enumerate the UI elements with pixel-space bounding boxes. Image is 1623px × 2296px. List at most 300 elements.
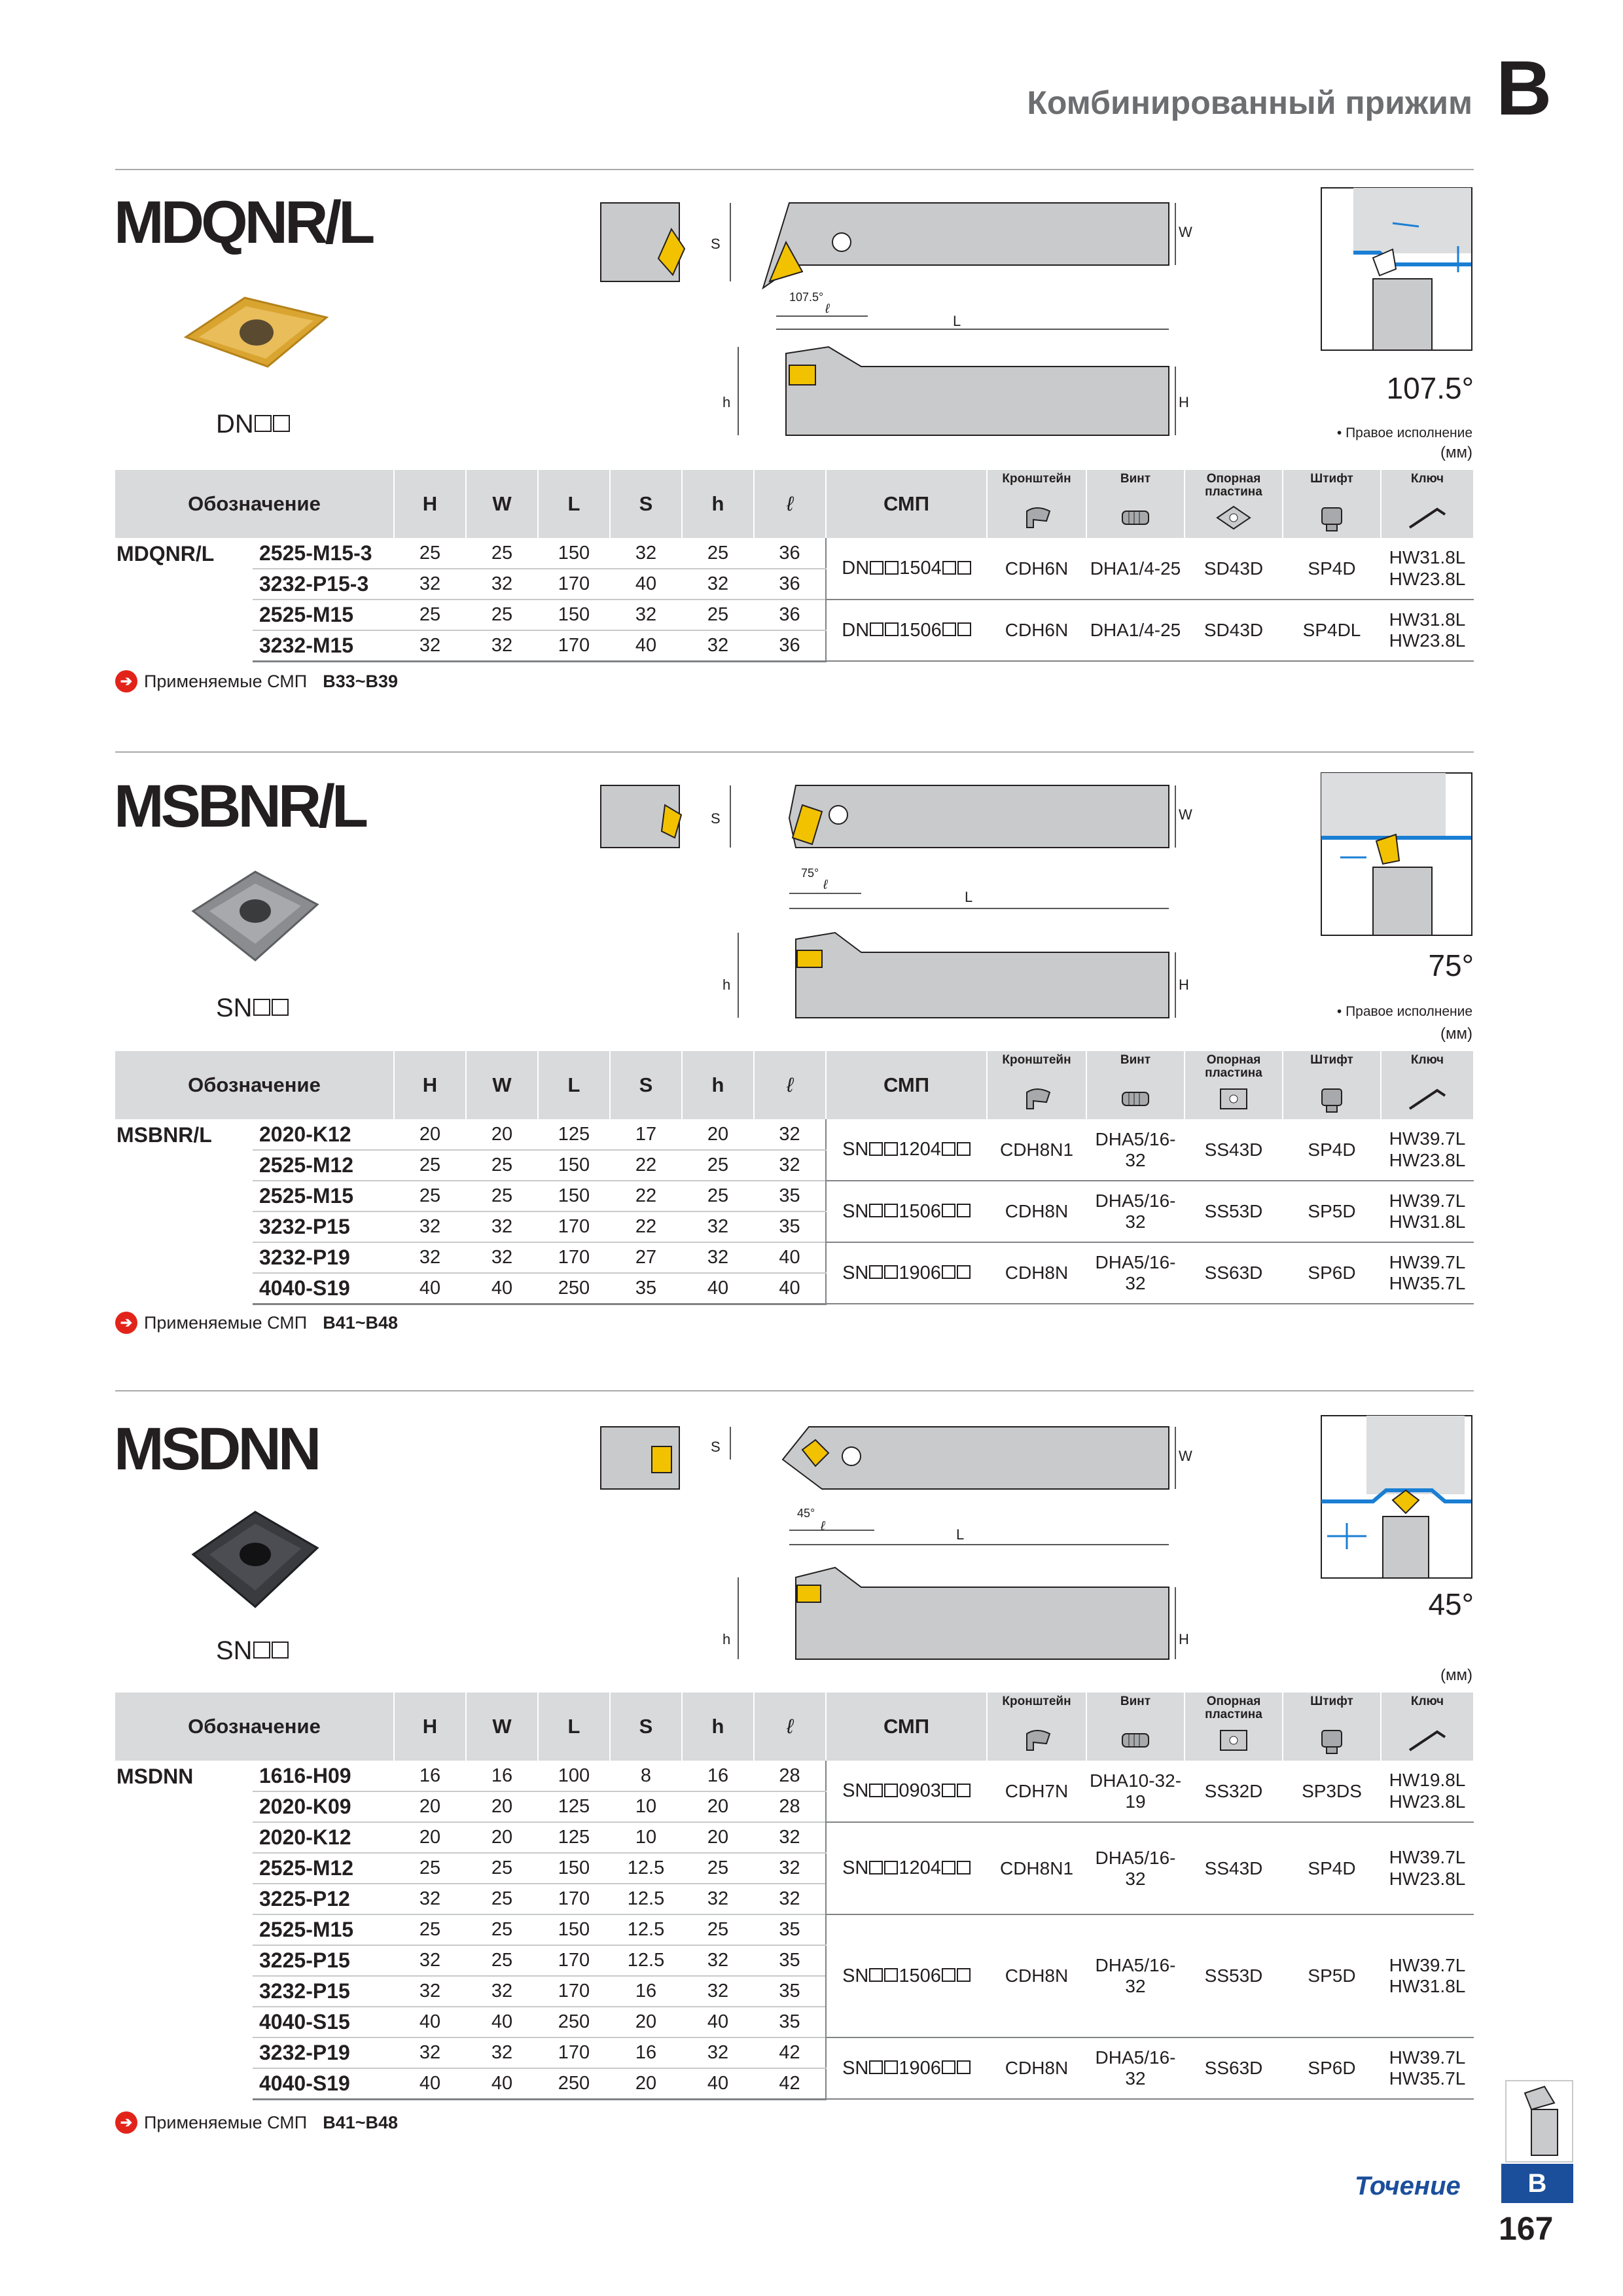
col-hsmall: h bbox=[682, 1693, 754, 1761]
table-cell: 170 bbox=[538, 1945, 610, 1976]
table-cell: DHA10-32-19 bbox=[1086, 1761, 1185, 1822]
designation-cell: 2020-K12 bbox=[253, 1119, 394, 1150]
table-cell: 20 bbox=[682, 1791, 754, 1822]
table-cell: CDH6N bbox=[987, 538, 1086, 600]
table-cell: 25 bbox=[394, 1853, 466, 1884]
table-cell: 28 bbox=[754, 1791, 826, 1822]
table-cell: 40 bbox=[394, 2007, 466, 2037]
designation-cell: 1616-H09 bbox=[253, 1761, 394, 1791]
dim-label-w: W bbox=[1179, 1448, 1192, 1464]
table-cell: DHA1/4-25 bbox=[1086, 600, 1185, 661]
col-pin: Штифт bbox=[1283, 470, 1381, 538]
machining-diagram-1 bbox=[1321, 187, 1472, 351]
designation-cell: 3232-M15 bbox=[253, 630, 394, 661]
table-row bbox=[115, 1822, 1474, 1853]
col-l: L bbox=[538, 1693, 610, 1761]
col-w: W bbox=[466, 1051, 538, 1119]
table-cell: CDH8N bbox=[987, 1914, 1086, 2037]
table-cell: 25 bbox=[682, 1150, 754, 1181]
arrow-right-icon: ➔ bbox=[115, 2111, 137, 2134]
table-cell: 36 bbox=[754, 538, 826, 569]
col-h: H bbox=[394, 1051, 466, 1119]
table-cell: 10 bbox=[610, 1791, 682, 1822]
table-cell: 40 bbox=[394, 2068, 466, 2099]
table-cell: 40 bbox=[466, 1273, 538, 1304]
table-cell: 32 bbox=[466, 2037, 538, 2068]
arrow-right-icon: ➔ bbox=[115, 1312, 137, 1334]
table-cell: SP4D bbox=[1283, 1119, 1381, 1181]
table-cell: CDH8N1 bbox=[987, 1119, 1086, 1181]
dim-label-angle: 75° bbox=[801, 867, 819, 880]
footer-section-letter: B bbox=[1501, 2164, 1573, 2203]
table-cell: SP6D bbox=[1283, 1242, 1381, 1304]
table-cell: SS32D bbox=[1185, 1761, 1283, 1822]
machining-diagram-2 bbox=[1321, 772, 1472, 936]
arrow-right-icon: ➔ bbox=[115, 670, 137, 692]
table-row bbox=[115, 1914, 1474, 1945]
table-cell: SP4D bbox=[1283, 538, 1381, 600]
table-cell: 100 bbox=[538, 1761, 610, 1791]
table-cell: HW31.8L HW23.8L bbox=[1381, 600, 1474, 661]
insert-type-label: SN bbox=[216, 1636, 289, 1666]
designation-cell: 2020-K09 bbox=[253, 1791, 394, 1822]
table-cell: 35 bbox=[754, 1976, 826, 2007]
table-cell: 25 bbox=[466, 1884, 538, 1914]
table-cell: SS43D bbox=[1185, 1822, 1283, 1914]
table-cell: 35 bbox=[754, 1181, 826, 1211]
col-screw: Винт bbox=[1086, 1693, 1185, 1761]
right-hand-note: • Правое исполнение bbox=[1336, 425, 1472, 440]
designation-cell: 4040-S19 bbox=[253, 1273, 394, 1304]
page-number: 167 bbox=[1499, 2210, 1554, 2247]
table-cell: 20 bbox=[610, 2007, 682, 2037]
table-row bbox=[115, 600, 1474, 630]
table-cell: 36 bbox=[754, 630, 826, 661]
screw-icon bbox=[1116, 1083, 1155, 1114]
pin-icon bbox=[1312, 501, 1351, 533]
table-cell: 170 bbox=[538, 1884, 610, 1914]
table-cell: 20 bbox=[394, 1822, 466, 1853]
table-cell: 25 bbox=[466, 1914, 538, 1945]
table-cell: 25 bbox=[682, 600, 754, 630]
table-cell: 16 bbox=[682, 1761, 754, 1791]
table-cell: 22 bbox=[610, 1181, 682, 1211]
table-cell: 40 bbox=[466, 2007, 538, 2037]
table-cell: 40 bbox=[466, 2068, 538, 2099]
table-cell: 32 bbox=[754, 1119, 826, 1150]
dim-label-angle: 45° bbox=[797, 1507, 815, 1520]
dim-label-s: S bbox=[711, 1439, 721, 1455]
dim-label-l-small: ℓ bbox=[825, 302, 830, 316]
table-cell: HW31.8L HW23.8L bbox=[1381, 538, 1474, 600]
table-cell: 20 bbox=[466, 1791, 538, 1822]
table-header-row bbox=[115, 470, 1474, 538]
col-w: W bbox=[466, 470, 538, 538]
designation-cell: 3232-P15 bbox=[253, 1211, 394, 1242]
approach-angle: 45° bbox=[1428, 1587, 1474, 1621]
col-lsmall: ℓ bbox=[754, 1051, 826, 1119]
table-cell: 32 bbox=[466, 569, 538, 600]
col-h: H bbox=[394, 1693, 466, 1761]
table-cell: SD43D bbox=[1185, 600, 1283, 661]
units-label: (мм) bbox=[1440, 444, 1472, 461]
table-cell: 25 bbox=[682, 1914, 754, 1945]
col-lsmall: ℓ bbox=[754, 1693, 826, 1761]
dim-label-h-small: h bbox=[722, 1631, 731, 1647]
page-header-title: Комбинированный прижим bbox=[1027, 84, 1472, 121]
table-cell: 32 bbox=[682, 1945, 754, 1976]
table-cell: HW39.7L HW23.8L bbox=[1381, 1822, 1474, 1914]
table-cell: SP5D bbox=[1283, 1181, 1381, 1242]
bracket-icon bbox=[1017, 501, 1056, 533]
table-cell: SN 0903 bbox=[826, 1761, 987, 1822]
col-bracket: Кронштейн bbox=[987, 1693, 1086, 1761]
table-cell: 32 bbox=[610, 600, 682, 630]
table-cell: 125 bbox=[538, 1791, 610, 1822]
table-cell: SP6D bbox=[1283, 2037, 1381, 2099]
tool-drawing-msbnr bbox=[599, 779, 1202, 1028]
table-cell: 25 bbox=[466, 1945, 538, 1976]
applicable-inserts-link[interactable]: ➔ Применяемые СМП B33~B39 bbox=[115, 670, 398, 692]
insert-type-label: DN bbox=[216, 410, 291, 439]
table-cell: 25 bbox=[466, 1150, 538, 1181]
applicable-inserts-link[interactable]: ➔ Применяемые СМП B41~B48 bbox=[115, 1312, 398, 1334]
insert-type-label: SN bbox=[216, 994, 289, 1023]
table-cell: DHA5/16-32 bbox=[1086, 1119, 1185, 1181]
col-plate: Опорная пластина bbox=[1185, 1051, 1283, 1119]
table-cell: 36 bbox=[754, 600, 826, 630]
table-cell: 170 bbox=[538, 1242, 610, 1273]
col-designation: Обозначение bbox=[115, 470, 394, 538]
spec-table bbox=[115, 470, 1474, 662]
col-l: L bbox=[538, 1051, 610, 1119]
table-cell: 22 bbox=[610, 1211, 682, 1242]
model-title: MDQNR/L bbox=[114, 189, 372, 256]
table-cell: CDH8N bbox=[987, 1242, 1086, 1304]
table-cell: SP4D bbox=[1283, 1822, 1381, 1914]
table-cell: 32 bbox=[754, 1150, 826, 1181]
col-designation: Обозначение bbox=[115, 1051, 394, 1119]
table-row bbox=[115, 1119, 1474, 1150]
table-cell: SS63D bbox=[1185, 1242, 1283, 1304]
col-plate: Опорная пластина bbox=[1185, 1693, 1283, 1761]
table-cell: SS63D bbox=[1185, 2037, 1283, 2099]
col-pin: Штифт bbox=[1283, 1693, 1381, 1761]
table-cell: 25 bbox=[466, 538, 538, 569]
col-insert: СМП bbox=[826, 1051, 987, 1119]
footer-section-label: Точение bbox=[1355, 2172, 1461, 2200]
table-cell: 27 bbox=[610, 1242, 682, 1273]
table-cell: 125 bbox=[538, 1822, 610, 1853]
right-hand-note: • Правое исполнение bbox=[1336, 1004, 1472, 1019]
table-cell: 40 bbox=[754, 1242, 826, 1273]
dim-label-h-small: h bbox=[722, 977, 731, 993]
table-cell: 170 bbox=[538, 569, 610, 600]
table-cell: SN 1906 bbox=[826, 1242, 987, 1304]
table-cell: MSBNR/L bbox=[116, 1123, 212, 1147]
divider bbox=[115, 169, 1474, 170]
table-cell: DHA5/16-32 bbox=[1086, 1242, 1185, 1304]
table-cell: 150 bbox=[538, 1150, 610, 1181]
table-cell: CDH8N1 bbox=[987, 1822, 1086, 1914]
table-cell: DN 1504 bbox=[826, 538, 987, 600]
table-row bbox=[115, 1242, 1474, 1273]
dim-label-l: L bbox=[956, 1526, 965, 1543]
table-cell: SP5D bbox=[1283, 1914, 1381, 2037]
table-cell: 32 bbox=[682, 569, 754, 600]
col-screw: Винт bbox=[1086, 470, 1185, 538]
col-lsmall: ℓ bbox=[754, 470, 826, 538]
table-cell: 32 bbox=[394, 1211, 466, 1242]
table-cell: MDQNR/L bbox=[116, 542, 215, 565]
table-cell: MSDNN bbox=[116, 1765, 194, 1788]
table-row bbox=[115, 1181, 1474, 1211]
approach-angle: 107.5° bbox=[1386, 371, 1474, 405]
approach-angle: 75° bbox=[1428, 948, 1474, 982]
screw-icon bbox=[1116, 501, 1155, 533]
table-cell: 16 bbox=[466, 1761, 538, 1791]
table-cell: 8 bbox=[610, 1761, 682, 1791]
designation-cell: 3232-P19 bbox=[253, 1242, 394, 1273]
table-cell: 32 bbox=[682, 630, 754, 661]
col-insert: СМП bbox=[826, 1693, 987, 1761]
designation-cell: 2525-M15 bbox=[253, 1181, 394, 1211]
dim-label-s: S bbox=[711, 236, 721, 252]
tool-drawing-mdqnr bbox=[599, 196, 1202, 445]
dim-label-angle: 107.5° bbox=[789, 291, 824, 304]
designation-cell: 4040-S15 bbox=[253, 2007, 394, 2037]
shim-icon bbox=[1214, 501, 1253, 533]
table-cell: 17 bbox=[610, 1119, 682, 1150]
designation-cell: 4040-S19 bbox=[253, 2068, 394, 2099]
table-cell: SP3DS bbox=[1283, 1761, 1381, 1822]
table-cell: HW39.7L HW31.8L bbox=[1381, 1914, 1474, 2037]
table-cell: 32 bbox=[682, 1242, 754, 1273]
dim-label-s: S bbox=[711, 810, 721, 827]
tool-drawing-msdnn bbox=[599, 1420, 1202, 1669]
table-cell: 20 bbox=[682, 1119, 754, 1150]
col-bracket: Кронштейн bbox=[987, 1051, 1086, 1119]
designation-cell: 2525-M15 bbox=[253, 600, 394, 630]
table-cell: 28 bbox=[754, 1761, 826, 1791]
table-cell: 32 bbox=[610, 538, 682, 569]
designation-cell: 3225-P15 bbox=[253, 1945, 394, 1976]
table-cell: 32 bbox=[394, 2037, 466, 2068]
table-cell: HW19.8L HW23.8L bbox=[1381, 1761, 1474, 1822]
table-cell: 25 bbox=[394, 1150, 466, 1181]
col-plate: Опорная пластина bbox=[1185, 470, 1283, 538]
dim-label-h: H bbox=[1179, 977, 1189, 993]
applicable-inserts-link[interactable]: ➔ Применяемые СМП B41~B48 bbox=[115, 2111, 398, 2134]
col-key: Ключ bbox=[1381, 470, 1474, 538]
table-cell: 25 bbox=[394, 1181, 466, 1211]
units-label: (мм) bbox=[1440, 1025, 1472, 1043]
table-cell: SN 1506 bbox=[826, 1914, 987, 2037]
table-cell: 170 bbox=[538, 2037, 610, 2068]
table-cell: 35 bbox=[610, 1273, 682, 1304]
table-cell: DHA5/16-32 bbox=[1086, 1822, 1185, 1914]
table-header-row bbox=[115, 1693, 1474, 1761]
table-cell: 170 bbox=[538, 1211, 610, 1242]
table-cell: 32 bbox=[754, 1884, 826, 1914]
dim-label-h: H bbox=[1179, 1631, 1189, 1647]
table-cell: 16 bbox=[394, 1761, 466, 1791]
table-cell: 10 bbox=[610, 1822, 682, 1853]
table-cell: 22 bbox=[610, 1150, 682, 1181]
table-cell: 20 bbox=[394, 1119, 466, 1150]
table-header-row bbox=[115, 1051, 1474, 1119]
table-cell: SS53D bbox=[1185, 1181, 1283, 1242]
table-cell: SS43D bbox=[1185, 1119, 1283, 1181]
table-cell: 36 bbox=[754, 569, 826, 600]
table-cell: HW39.7L HW35.7L bbox=[1381, 1242, 1474, 1304]
table-cell: 40 bbox=[394, 1273, 466, 1304]
col-designation: Обозначение bbox=[115, 1693, 394, 1761]
table-cell: 150 bbox=[538, 1181, 610, 1211]
designation-cell: 2525-M12 bbox=[253, 1853, 394, 1884]
dim-label-l: L bbox=[953, 313, 961, 329]
spec-table bbox=[115, 1051, 1474, 1305]
dim-label-h-small: h bbox=[722, 394, 731, 410]
col-pin: Штифт bbox=[1283, 1051, 1381, 1119]
table-cell: 250 bbox=[538, 2007, 610, 2037]
col-hsmall: h bbox=[682, 470, 754, 538]
dim-label-w: W bbox=[1179, 224, 1192, 240]
pin-icon bbox=[1312, 1083, 1351, 1114]
table-cell: 32 bbox=[466, 630, 538, 661]
table-cell: 20 bbox=[394, 1791, 466, 1822]
table-cell: SN 1506 bbox=[826, 1181, 987, 1242]
table-cell: 40 bbox=[754, 1273, 826, 1304]
table-cell: 35 bbox=[754, 1211, 826, 1242]
col-bracket: Кронштейн bbox=[987, 470, 1086, 538]
table-cell: SN 1204 bbox=[826, 1119, 987, 1181]
table-cell: HW39.7L HW31.8L bbox=[1381, 1181, 1474, 1242]
designation-cell: 3225-P12 bbox=[253, 1884, 394, 1914]
table-cell: 16 bbox=[610, 2037, 682, 2068]
table-cell: 35 bbox=[754, 1945, 826, 1976]
table-cell: 32 bbox=[466, 1976, 538, 2007]
table-cell: CDH8N bbox=[987, 2037, 1086, 2099]
dim-label-h: H bbox=[1179, 394, 1189, 410]
col-l: L bbox=[538, 470, 610, 538]
table-cell: 25 bbox=[394, 1914, 466, 1945]
table-cell: 40 bbox=[682, 2068, 754, 2099]
table-cell: 35 bbox=[754, 1914, 826, 1945]
insert-photo-sn-dark bbox=[183, 1505, 327, 1617]
table-cell: 32 bbox=[682, 2037, 754, 2068]
bracket-icon bbox=[1017, 1083, 1056, 1114]
col-key: Ключ bbox=[1381, 1693, 1474, 1761]
table-cell: HW39.7L HW23.8L bbox=[1381, 1119, 1474, 1181]
spec-table bbox=[115, 1693, 1474, 2100]
table-cell: 40 bbox=[610, 630, 682, 661]
table-cell: 32 bbox=[394, 1976, 466, 2007]
table-cell: 20 bbox=[682, 1822, 754, 1853]
table-cell: 32 bbox=[394, 1945, 466, 1976]
col-s: S bbox=[610, 1051, 682, 1119]
designation-cell: 2525-M15 bbox=[253, 1914, 394, 1945]
col-key: Ключ bbox=[1381, 1051, 1474, 1119]
table-cell: 25 bbox=[394, 538, 466, 569]
table-row bbox=[115, 1761, 1474, 1791]
col-insert: СМП bbox=[826, 470, 987, 538]
table-cell: 25 bbox=[466, 1181, 538, 1211]
table-cell: SP4DL bbox=[1283, 600, 1381, 661]
model-title: MSDNN bbox=[114, 1416, 319, 1482]
table-cell: 25 bbox=[682, 538, 754, 569]
table-cell: 32 bbox=[682, 1976, 754, 2007]
table-cell: 40 bbox=[610, 569, 682, 600]
table-cell: CDH6N bbox=[987, 600, 1086, 661]
pin-icon bbox=[1312, 1724, 1351, 1755]
insert-photo-dn bbox=[173, 288, 336, 386]
table-cell: 20 bbox=[466, 1119, 538, 1150]
table-cell: 25 bbox=[682, 1181, 754, 1211]
table-cell: 25 bbox=[466, 1853, 538, 1884]
table-cell: 25 bbox=[682, 1853, 754, 1884]
table-cell: 42 bbox=[754, 2037, 826, 2068]
table-cell: 20 bbox=[466, 1822, 538, 1853]
hex-key-icon bbox=[1404, 1083, 1450, 1114]
col-h: H bbox=[394, 470, 466, 538]
dim-label-l-small: ℓ bbox=[821, 1519, 825, 1534]
designation-cell: 3232-P15-3 bbox=[253, 569, 394, 600]
units-label: (мм) bbox=[1440, 1666, 1472, 1684]
table-cell: CDH7N bbox=[987, 1761, 1086, 1822]
table-cell: DN 1506 bbox=[826, 600, 987, 661]
shim-icon bbox=[1214, 1083, 1253, 1114]
model-title: MSBNR/L bbox=[114, 773, 366, 840]
table-cell: 40 bbox=[682, 2007, 754, 2037]
table-cell: DHA5/16-32 bbox=[1086, 1181, 1185, 1242]
table-cell: 25 bbox=[394, 600, 466, 630]
table-cell: DHA1/4-25 bbox=[1086, 538, 1185, 600]
table-cell: 32 bbox=[394, 630, 466, 661]
table-cell: 32 bbox=[466, 1211, 538, 1242]
shim-icon bbox=[1214, 1724, 1253, 1755]
table-cell: DHA5/16-32 bbox=[1086, 1914, 1185, 2037]
table-cell: HW39.7L HW35.7L bbox=[1381, 2037, 1474, 2099]
designation-cell: 2020-K12 bbox=[253, 1822, 394, 1853]
table-cell: 12.5 bbox=[610, 1853, 682, 1884]
table-cell: 250 bbox=[538, 2068, 610, 2099]
table-cell: 32 bbox=[466, 1242, 538, 1273]
table-cell: 32 bbox=[682, 1211, 754, 1242]
tool-holder-icon bbox=[1505, 2080, 1573, 2162]
table-cell: 16 bbox=[610, 1976, 682, 2007]
table-cell: 12.5 bbox=[610, 1884, 682, 1914]
table-cell: SN 1906 bbox=[826, 2037, 987, 2099]
hex-key-icon bbox=[1404, 1724, 1450, 1755]
table-cell: 35 bbox=[754, 2007, 826, 2037]
col-screw: Винт bbox=[1086, 1051, 1185, 1119]
page-header-letter: B bbox=[1496, 45, 1552, 132]
table-cell: 170 bbox=[538, 1976, 610, 2007]
table-cell: SD43D bbox=[1185, 538, 1283, 600]
table-cell: 20 bbox=[610, 2068, 682, 2099]
screw-icon bbox=[1116, 1724, 1155, 1755]
table-cell: 42 bbox=[754, 2068, 826, 2099]
designation-cell: 3232-P15 bbox=[253, 1976, 394, 2007]
col-hsmall: h bbox=[682, 1051, 754, 1119]
table-cell: 150 bbox=[538, 538, 610, 569]
table-cell: 150 bbox=[538, 1853, 610, 1884]
table-cell: 32 bbox=[394, 1242, 466, 1273]
table-cell: SS53D bbox=[1185, 1914, 1283, 2037]
dim-label-l: L bbox=[965, 889, 973, 905]
table-cell: DHA5/16-32 bbox=[1086, 2037, 1185, 2099]
